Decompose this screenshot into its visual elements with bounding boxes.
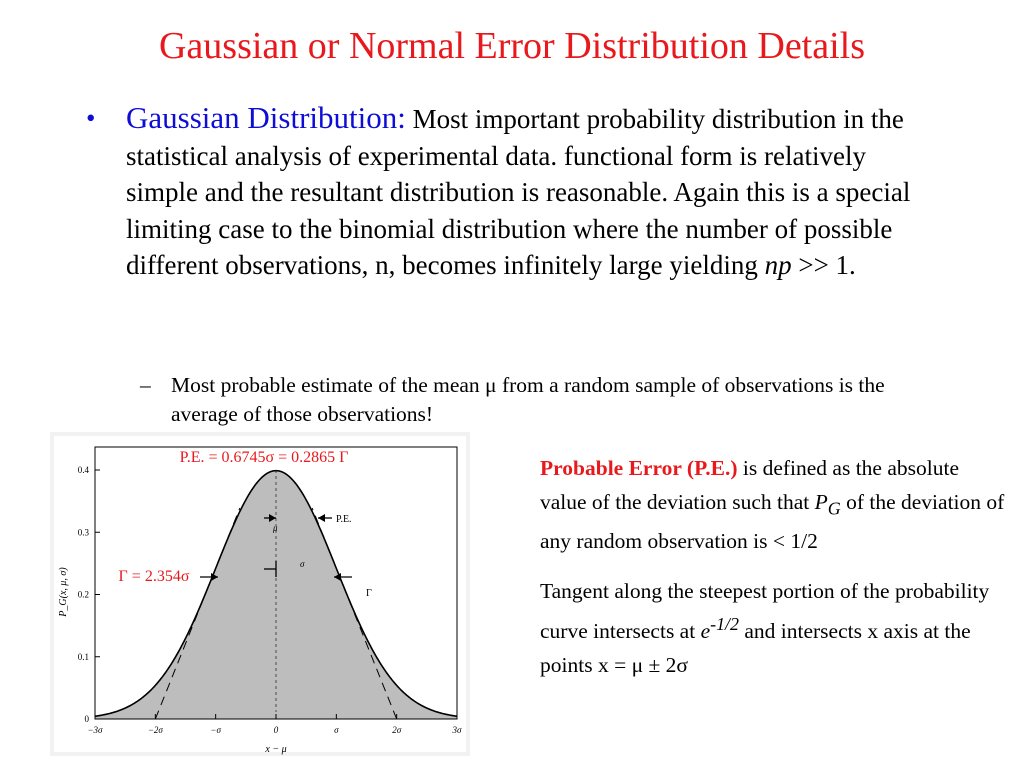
x-axis-label: x − μ	[265, 744, 287, 755]
tangent-text-2: and intersects x axis at the points x = μ ± 2σ	[540, 619, 971, 677]
x-tick-label: σ	[334, 725, 339, 735]
y-tick-label: 0.3	[77, 527, 89, 538]
y-tick-label: 0.1	[77, 651, 89, 662]
x-tick-label: 2σ	[392, 725, 402, 735]
sub-bullet-marker: –	[140, 373, 151, 397]
mu-label: μ	[273, 523, 278, 533]
x-tick-label: −2σ	[147, 725, 163, 735]
x-tick-label: 0	[273, 725, 279, 735]
x-tick-label: 3σ	[452, 725, 462, 735]
probable-error-term: Probable Error (P.E.)	[540, 456, 738, 480]
bullet-body: Most important probability distribution in the statistical analysis of experimental data. functional form is relatively simple and the resultant distribution is reasonable. Again this is a special limiting case to the binomial distribution where the number of possible different observations, n, becomes infinitely large yielding	[126, 104, 911, 280]
probable-error-definition	[540, 452, 1010, 559]
slide-title: Gaussian or Normal Error Distribution Details	[158, 25, 866, 67]
bullet-lead: Gaussian Distribution:	[126, 100, 406, 135]
main-bullet-text	[126, 100, 936, 284]
y-tick-label: 0.2	[77, 589, 89, 600]
np-term: np	[764, 250, 792, 280]
y-tick-label: 0.4	[77, 465, 89, 475]
gamma-short-label: Γ	[366, 588, 372, 599]
e-symbol: e	[700, 619, 711, 644]
x-tick-label: −3σ	[87, 725, 103, 735]
y-axis-label: P_G(x, μ, σ)	[58, 567, 69, 617]
sub-bullet	[140, 371, 940, 429]
tangent-text-1: Tangent along the steepest portion of the probability curve intersects at	[540, 578, 990, 644]
x-tick-label: −σ	[210, 725, 221, 735]
e-exponent: -1/2	[710, 614, 739, 635]
sub-bullet-text: Most probable estimate of the mean μ from a random sample of observations is the average of those observations!	[171, 373, 885, 426]
pe-text-1: is defined as the absolute value of the deviation such that	[540, 456, 959, 514]
pe-text-2: of the deviation of any random observation is < 1/2	[540, 489, 1005, 554]
bullet-tail: >> 1.	[791, 250, 856, 280]
bullet-marker: •	[86, 103, 96, 133]
pe-short-label: P.E.	[336, 514, 352, 525]
pg-symbol: P	[814, 489, 828, 514]
main-bullet	[86, 100, 936, 284]
right-panel	[540, 452, 1010, 682]
pg-subscript: G	[827, 497, 841, 518]
gamma-annotation: Γ = 2.354σ	[118, 568, 190, 585]
gaussian-figure	[50, 432, 470, 756]
y-tick-label: 0	[84, 714, 89, 724]
pe-annotation: P.E. = 0.6745σ = 0.2865 Γ	[179, 449, 349, 466]
tangent-description	[540, 575, 1010, 683]
sigma-label: σ	[300, 559, 305, 569]
